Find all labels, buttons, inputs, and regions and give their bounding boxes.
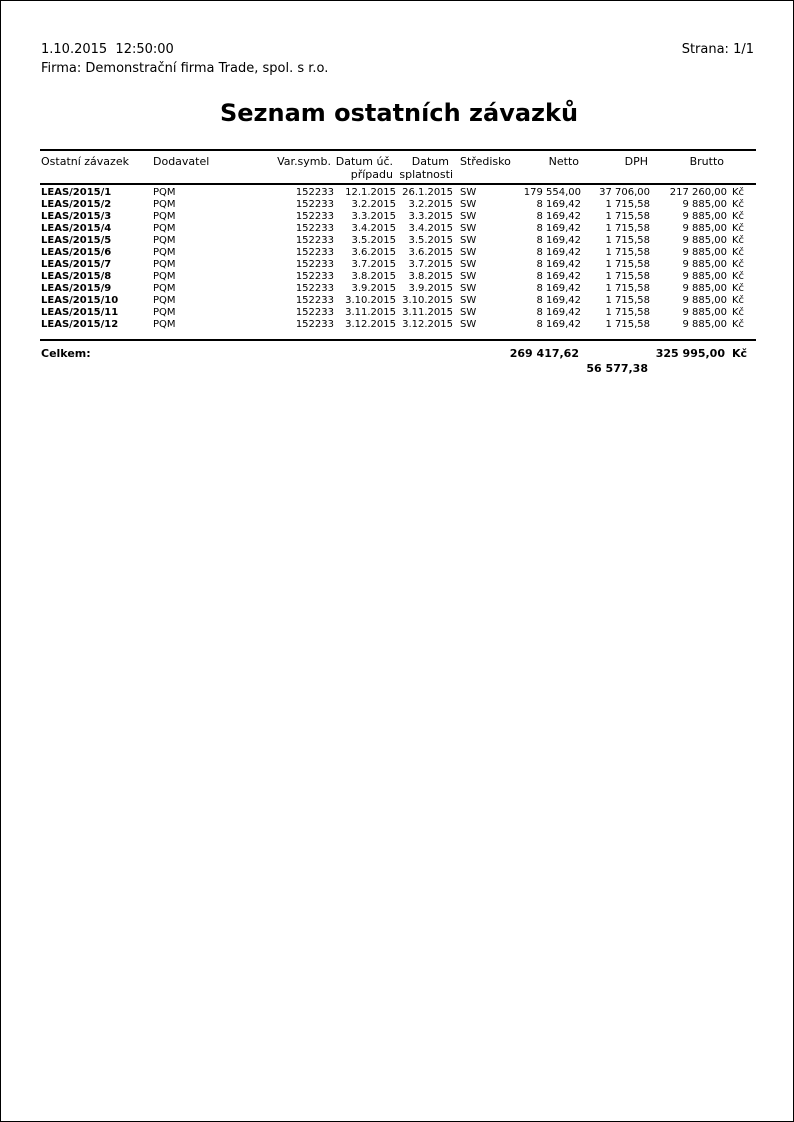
cell-currency: Kč	[732, 223, 745, 234]
cell-zavazek: LEAS/2015/11	[41, 307, 119, 318]
cell-zavazek: LEAS/2015/4	[41, 223, 112, 234]
firm-name: Firma: Demonstrační firma Trade, spol. s r.o.	[41, 61, 329, 76]
cell-currency: Kč	[732, 235, 745, 246]
cell-brutto: 9 885,00	[682, 319, 727, 330]
cell-netto: 8 169,42	[536, 223, 581, 234]
cell-currency: Kč	[732, 271, 745, 282]
cell-netto: 8 169,42	[536, 283, 581, 294]
page-number: Strana: 1/1	[681, 42, 754, 57]
table-row	[1, 271, 794, 283]
header-bottom-rule	[40, 183, 756, 185]
cell-zavazek: LEAS/2015/10	[41, 295, 119, 306]
cell-stredisko: SW	[460, 259, 477, 270]
table-row	[1, 211, 794, 223]
totals-label: Celkem:	[41, 347, 91, 360]
table-body	[1, 187, 794, 331]
col-header-stredisko: Středisko	[460, 155, 511, 168]
table-row	[1, 199, 794, 211]
cell-varsymb: 152233	[295, 235, 334, 246]
table-row	[1, 247, 794, 259]
cell-datum-uc: 12.1.2015	[345, 187, 396, 198]
col-header-datum-uc-2: případu	[350, 168, 393, 181]
cell-zavazek: LEAS/2015/9	[41, 283, 112, 294]
cell-datum-spl: 3.2.2015	[408, 199, 453, 210]
cell-stredisko: SW	[460, 319, 477, 330]
cell-varsymb: 152233	[295, 187, 334, 198]
cell-zavazek: LEAS/2015/3	[41, 211, 112, 222]
cell-currency: Kč	[732, 295, 745, 306]
cell-varsymb: 152233	[295, 319, 334, 330]
cell-dodavatel: PQM	[153, 295, 176, 306]
cell-stredisko: SW	[460, 211, 477, 222]
col-header-zavazek: Ostatní závazek	[41, 155, 129, 168]
cell-stredisko: SW	[460, 283, 477, 294]
cell-currency: Kč	[732, 199, 745, 210]
cell-dph: 1 715,58	[605, 223, 650, 234]
cell-netto: 8 169,42	[536, 307, 581, 318]
cell-datum-spl: 3.3.2015	[408, 211, 453, 222]
table-row	[1, 223, 794, 235]
cell-dodavatel: PQM	[153, 199, 176, 210]
cell-stredisko: SW	[460, 295, 477, 306]
cell-varsymb: 152233	[295, 223, 334, 234]
cell-dph: 37 706,00	[599, 187, 650, 198]
cell-varsymb: 152233	[295, 259, 334, 270]
cell-currency: Kč	[732, 319, 745, 330]
col-header-dodavatel: Dodavatel	[153, 155, 210, 168]
cell-zavazek: LEAS/2015/2	[41, 199, 112, 210]
cell-brutto: 9 885,00	[682, 259, 727, 270]
cell-dph: 1 715,58	[605, 307, 650, 318]
cell-dodavatel: PQM	[153, 259, 176, 270]
cell-datum-uc: 3.5.2015	[351, 235, 396, 246]
cell-brutto: 9 885,00	[682, 307, 727, 318]
cell-stredisko: SW	[460, 247, 477, 258]
cell-varsymb: 152233	[295, 283, 334, 294]
cell-dodavatel: PQM	[153, 235, 176, 246]
cell-zavazek: LEAS/2015/1	[41, 187, 112, 198]
totals-brutto: 325 995,00	[655, 347, 725, 360]
cell-stredisko: SW	[460, 271, 477, 282]
cell-zavazek: LEAS/2015/12	[41, 319, 119, 330]
cell-dph: 1 715,58	[605, 235, 650, 246]
print-datetime: 1.10.2015 12:50:00	[41, 42, 174, 57]
cell-currency: Kč	[732, 211, 745, 222]
totals-rule	[40, 339, 756, 341]
col-header-brutto: Brutto	[689, 155, 724, 168]
cell-datum-spl: 26.1.2015	[402, 187, 453, 198]
cell-zavazek: LEAS/2015/5	[41, 235, 112, 246]
cell-zavazek: LEAS/2015/6	[41, 247, 112, 258]
cell-varsymb: 152233	[295, 199, 334, 210]
cell-varsymb: 152233	[295, 211, 334, 222]
cell-brutto: 9 885,00	[682, 295, 727, 306]
cell-zavazek: LEAS/2015/8	[41, 271, 112, 282]
cell-dph: 1 715,58	[605, 319, 650, 330]
cell-dph: 1 715,58	[605, 295, 650, 306]
report-title: Seznam ostatních závazků	[219, 99, 579, 127]
cell-dodavatel: PQM	[153, 307, 176, 318]
cell-stredisko: SW	[460, 223, 477, 234]
cell-brutto: 9 885,00	[682, 283, 727, 294]
cell-datum-uc: 3.10.2015	[345, 295, 396, 306]
cell-dph: 1 715,58	[605, 283, 650, 294]
cell-netto: 8 169,42	[536, 211, 581, 222]
totals-currency: Kč	[732, 347, 748, 360]
cell-datum-spl: 3.4.2015	[408, 223, 453, 234]
table-row	[1, 259, 794, 271]
cell-netto: 8 169,42	[536, 235, 581, 246]
cell-netto: 8 169,42	[536, 259, 581, 270]
col-header-netto: Netto	[548, 155, 579, 168]
cell-currency: Kč	[732, 187, 745, 198]
col-header-datum-spl-2: splatnosti	[399, 168, 453, 181]
cell-datum-uc: 3.2.2015	[351, 199, 396, 210]
cell-datum-uc: 3.11.2015	[345, 307, 396, 318]
cell-datum-spl: 3.9.2015	[408, 283, 453, 294]
cell-dph: 1 715,58	[605, 211, 650, 222]
cell-currency: Kč	[732, 283, 745, 294]
cell-netto: 8 169,42	[536, 271, 581, 282]
cell-dph: 1 715,58	[605, 271, 650, 282]
cell-stredisko: SW	[460, 235, 477, 246]
totals-dph: 56 577,38	[586, 362, 648, 375]
cell-datum-uc: 3.9.2015	[351, 283, 396, 294]
cell-datum-uc: 3.12.2015	[345, 319, 396, 330]
cell-netto: 8 169,42	[536, 319, 581, 330]
cell-netto: 8 169,42	[536, 199, 581, 210]
cell-dph: 1 715,58	[605, 199, 650, 210]
cell-varsymb: 152233	[295, 247, 334, 258]
cell-stredisko: SW	[460, 187, 477, 198]
cell-brutto: 217 260,00	[669, 187, 727, 198]
cell-varsymb: 152233	[295, 271, 334, 282]
col-header-dph: DPH	[624, 155, 648, 168]
cell-netto: 179 554,00	[523, 187, 581, 198]
cell-dph: 1 715,58	[605, 247, 650, 258]
cell-dodavatel: PQM	[153, 271, 176, 282]
col-header-datum-spl: Datum	[411, 155, 449, 168]
cell-brutto: 9 885,00	[682, 247, 727, 258]
cell-brutto: 9 885,00	[682, 223, 727, 234]
cell-brutto: 9 885,00	[682, 211, 727, 222]
cell-dodavatel: PQM	[153, 223, 176, 234]
cell-datum-spl: 3.10.2015	[402, 295, 453, 306]
totals-netto: 269 417,62	[509, 347, 579, 360]
cell-brutto: 9 885,00	[682, 235, 727, 246]
cell-dodavatel: PQM	[153, 319, 176, 330]
table-row	[1, 307, 794, 319]
cell-datum-uc: 3.6.2015	[351, 247, 396, 258]
cell-datum-spl: 3.7.2015	[408, 259, 453, 270]
table-row	[1, 295, 794, 307]
header-top-rule	[40, 149, 756, 151]
cell-datum-uc: 3.3.2015	[351, 211, 396, 222]
cell-brutto: 9 885,00	[682, 199, 727, 210]
cell-dodavatel: PQM	[153, 211, 176, 222]
cell-datum-spl: 3.12.2015	[402, 319, 453, 330]
cell-stredisko: SW	[460, 307, 477, 318]
cell-varsymb: 152233	[295, 307, 334, 318]
cell-netto: 8 169,42	[536, 295, 581, 306]
table-row	[1, 235, 794, 247]
cell-datum-spl: 3.5.2015	[408, 235, 453, 246]
col-header-varsymb: Var.symb.	[277, 155, 331, 168]
cell-currency: Kč	[732, 259, 745, 270]
cell-datum-spl: 3.8.2015	[408, 271, 453, 282]
cell-datum-uc: 3.7.2015	[351, 259, 396, 270]
col-header-datum-uc: Datum úč.	[335, 155, 393, 168]
table-row	[1, 187, 794, 199]
table-row	[1, 319, 794, 331]
table-row	[1, 283, 794, 295]
cell-datum-uc: 3.8.2015	[351, 271, 396, 282]
cell-currency: Kč	[732, 247, 745, 258]
cell-datum-uc: 3.4.2015	[351, 223, 396, 234]
cell-brutto: 9 885,00	[682, 271, 727, 282]
cell-dodavatel: PQM	[153, 247, 176, 258]
cell-dph: 1 715,58	[605, 259, 650, 270]
cell-netto: 8 169,42	[536, 247, 581, 258]
cell-datum-spl: 3.6.2015	[408, 247, 453, 258]
cell-dodavatel: PQM	[153, 283, 176, 294]
cell-varsymb: 152233	[295, 295, 334, 306]
cell-datum-spl: 3.11.2015	[402, 307, 453, 318]
cell-zavazek: LEAS/2015/7	[41, 259, 112, 270]
cell-dodavatel: PQM	[153, 187, 176, 198]
cell-stredisko: SW	[460, 199, 477, 210]
cell-currency: Kč	[732, 307, 745, 318]
